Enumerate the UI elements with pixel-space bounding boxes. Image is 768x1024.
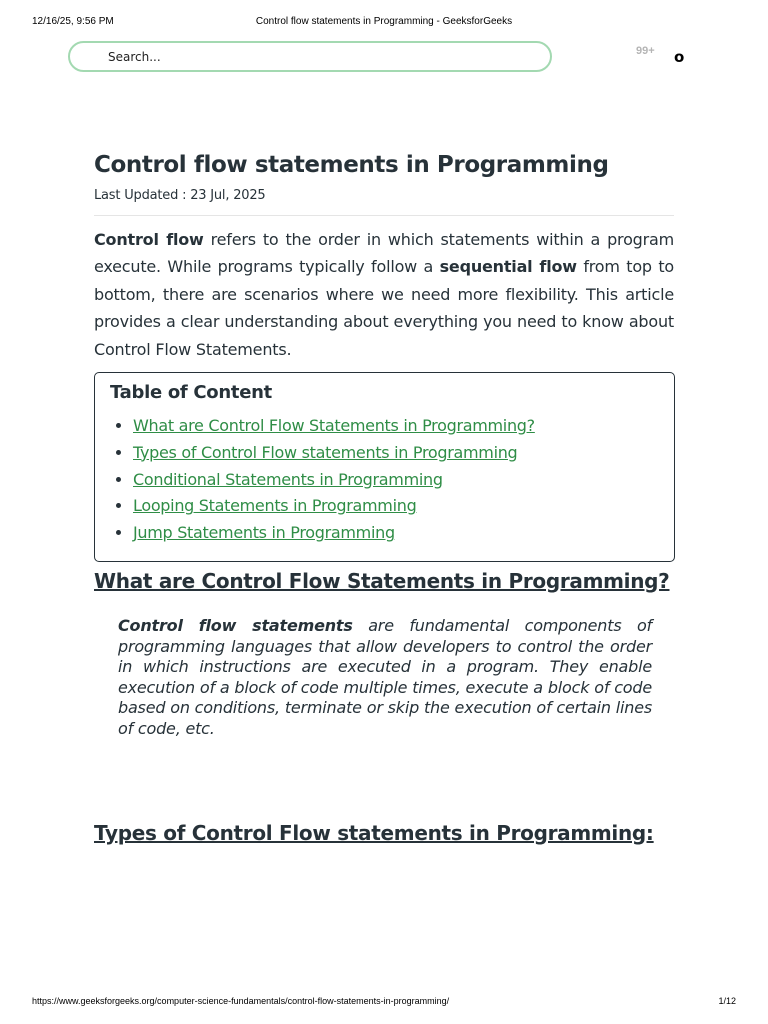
article [94,148,674,740]
intro-text-2: from top to bottom, there are scenarios where we need more flexibility. This article provides a clear understanding about everything you need to know about Control Flow Statements. [94,257,674,359]
print-header [32,16,736,30]
last-updated: Last Updated : 23 Jul, 2025 [94,188,266,203]
intro-bold-sequential-flow: sequential flow [439,257,577,277]
toc-link-looping[interactable]: Looping Statements in Programming [133,496,417,516]
section-heading-types: Types of Control Flow statements in Programming: [94,821,654,845]
print-datetime: 12/16/25, 9:56 PM [32,16,114,27]
toc-list [110,413,660,547]
print-page-title: Control flow statements in Programming - GeeksforGeeks [255,16,513,27]
search-bar[interactable] [68,41,552,72]
toc-item [133,440,660,467]
section-heading-what-are: What are Control Flow Statements in Programming? [94,569,670,594]
toc-item [133,520,660,547]
print-page-number: 1/12 [718,996,736,1006]
toc-item [133,493,660,520]
intro-text-1: refers to the order in which statements within a program execute. While programs typically follow a [94,230,674,277]
divider [94,215,674,216]
definition-text: are fundamental components of programming languages that allow developers to control the order in which instructions are executed in a program. They enable execution of a block of code multiple times, execute a block of code based on conditions, terminate or skip the execution of certain lines of code, etc. [118,616,652,738]
print-footer [32,996,736,1010]
definition-bold: Control flow statements [118,616,353,636]
notification-badge[interactable]: 99+ [636,45,655,57]
table-of-content [94,372,675,562]
definition-paragraph [118,616,652,740]
toc-link-types[interactable]: Types of Control Flow statements in Programming [133,442,518,462]
toc-link-conditional[interactable]: Conditional Statements in Programming [133,469,443,489]
user-icon[interactable]: o [674,48,685,66]
intro-paragraph [94,226,674,363]
toc-title: Table of Content [110,382,272,404]
toc-item [133,467,660,494]
print-url: https://www.geeksforgeeks.org/computer-science-fundamentals/control-flow-statements-in-programming/ [32,996,450,1006]
intro-bold-control-flow: Control flow [94,230,204,249]
article-title: Control flow statements in Programming [94,152,609,178]
toc-link-jump[interactable]: Jump Statements in Programming [133,523,395,543]
toc-link-what-are[interactable]: What are Control Flow Statements in Programming? [133,416,535,436]
search-input[interactable] [108,48,528,66]
toc-item [133,413,660,440]
